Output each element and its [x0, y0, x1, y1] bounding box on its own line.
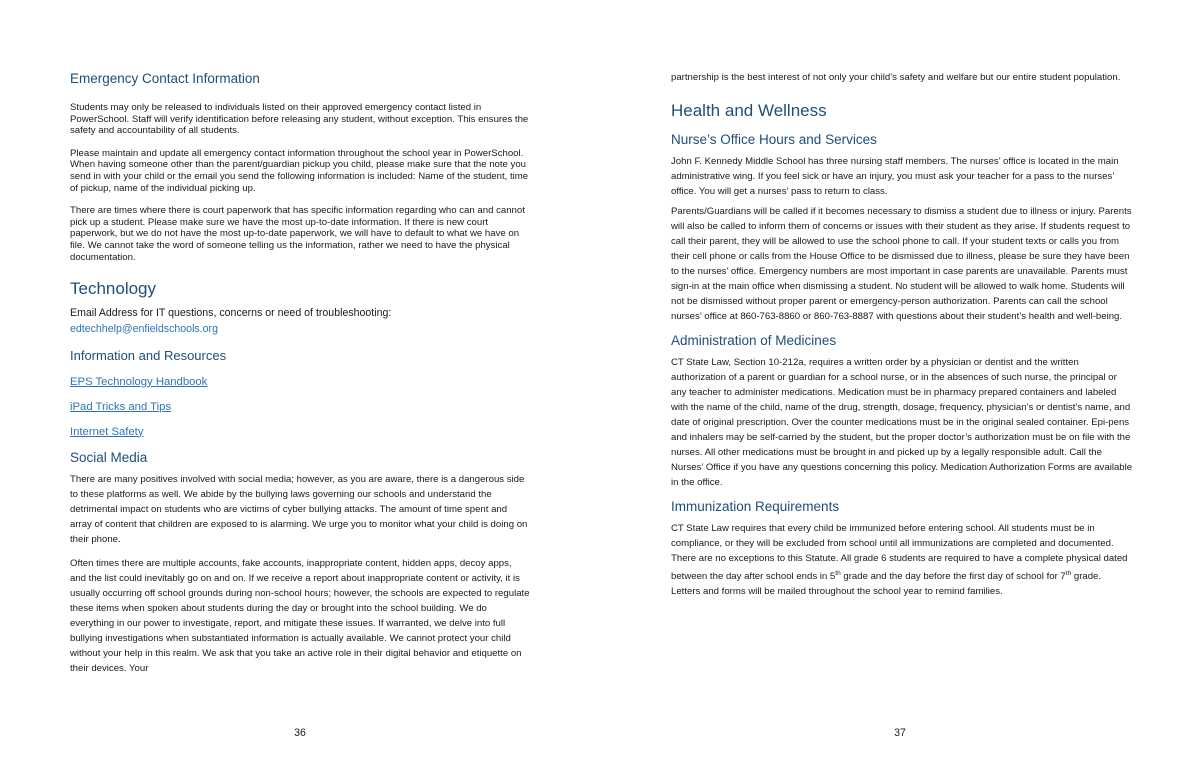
ipad-tricks-link[interactable]: iPad Tricks and Tips	[70, 400, 172, 413]
medicines-paragraph: CT State Law, Section 10-212a, requires a written order by a physician or dentist and the written authorization of a parent or guardian for a school nurse, or in the absences of such nurse, the principal or any teacher to administer medications. Medication must be in pharmacy prepared containers and labeled with the name of the child, name of the drug, strength, dosage, frequency, physician’s or dentist’s name, and date of original prescription. Over the counter medications must be in the original sealed container. Epi-pens and inhalers may be self-carried by the student, but the proper doctor’s authorization must be on file with the nurses. All other medications must be brought in and picked up by a legally responsible adult. Call the Nurses’ Office if you have any questions concerning this policy. Medication Authorization Forms are available in the office.	[671, 357, 1133, 488]
social-paragraph-1: There are many positives involved with social media; however, as you are aware, there is a dangerous side to these platforms as well. We abide by the bullying laws governing our schools and understand the detrimental impact on students who are victims of cyber bullying attacks. The amount of time spent and array of content that children are exposed to is alarming. We urge you to monitor what your child is doing on their phone.	[70, 473, 528, 545]
right-column	[671, 70, 1133, 599]
immunization-text-b: grade and the day before the first day of school for 7	[840, 571, 1066, 583]
page-number: 37	[894, 727, 906, 739]
medicines-heading: Administration of Medicines	[671, 333, 837, 348]
nurse-paragraph-1: John F. Kennedy Middle School has three nursing staff members. The nurses’ office is located in the main administrative wing. If you feel sick or have an injury, you must ask your teacher for a pass to the nurses’ office. You will get a nurses’ pass to return to class.	[671, 156, 1119, 197]
emergency-contact-heading: Emergency Contact Information	[70, 71, 260, 86]
health-wellness-heading: Health and Wellness	[671, 101, 827, 120]
continuation-text: partnership is the best interest of not only your child’s safety and welfare but our entire student population.	[671, 72, 1121, 83]
internet-safety-link[interactable]: Internet Safety	[70, 425, 144, 438]
page-37	[600, 0, 1200, 776]
immunization-heading: Immunization Requirements	[671, 499, 840, 514]
superscript-th-2: th	[1065, 570, 1072, 577]
technology-heading: Technology	[70, 279, 157, 299]
social-paragraph-2: Often times there are multiple accounts, fake accounts, inappropriate content, hidden apps, decoy apps, and the list could inevitably go on and on. If we receive a report about inappropriate content or activity, it is usually occurring off school grounds during non-school hours; however, the schools are expected to regulate these items when spoken about students during the day or brought into the school building. We do everything in our power to investigate, report, and mitigate these issues. If warranted, we delve into full bullying investigations when substantiated information is actually available. We cannot protect your child without your help in this realm. We ask that you take an active role in their digital behavior and etiquette on their devices. Your	[70, 557, 530, 674]
nurse-paragraph-2: Parents/Guardians will be called if it becomes necessary to dismiss a student due to illness or injury. Parents will also be called to inform them of concerns or issues with their student as they arise. If students request to call their parent, they will be allowed to use the school phone to call. If your student texts or calls you from their cell phone or calls from the House Office to be dismissed due to illness, please be sure they have been to the nurses’ office. Emergency numbers are most important in case parents are unavailable. Parents must sign-in at the main office when dismissing a student. No student will be allowed to walk home. Students will not be dismissed without proper parent or emergency-person authorization. Parents can call the school nurses’ office at 860-763-8860 or 860-763-8887 with questions about their student’s health and well-being.	[671, 206, 1132, 322]
technology-intro: Email Address for IT questions, concerns or need of troubleshooting:	[70, 307, 392, 320]
it-email-link[interactable]: edtechhelp@enfieldschools.org	[70, 322, 218, 335]
eps-technology-handbook-link[interactable]: EPS Technology Handbook	[70, 375, 208, 388]
emergency-paragraph-3: There are times where there is court paperwork that has specific information regarding who can and cannot pick up a student. Please make sure we have the most up-to-date information. If there is new court paperwork, but we do not have the most up-to-date paperwork, we will have to default to what we have on file. We cannot take the word of someone telling us the information, rather we need to have the physical documentation.	[70, 205, 525, 263]
emergency-paragraph-1: Students may only be released to individuals listed on their approved emergency contact listed in PowerSchool. Staff will verify identification before releasing any student, without exception. This ensures the safety and accountability of all students.	[70, 102, 529, 137]
immunization-paragraph	[671, 521, 1133, 599]
emergency-paragraph-2: Please maintain and update all emergency contact information throughout the school year in PowerSchool. When having someone other than the parent/guardian pickup you child, please make sure that the note you send in with your child or the email you send the following information is included: Name of the student, time of pickup, name of the individual picking up.	[70, 147, 529, 194]
resources-heading: Information and Resources	[70, 347, 227, 363]
immunization-text-c: grade. Letters and forms will be mailed throughout the school year to remind families.	[671, 571, 1102, 598]
social-media-heading: Social Media	[70, 449, 148, 465]
nurse-office-heading: Nurse’s Office Hours and Services	[671, 132, 877, 147]
superscript-th-1: th	[835, 570, 841, 577]
left-column	[70, 70, 530, 676]
immunization-text-a: CT State Law requires that every child be immunized before entering school. All students must be in compliance, or they will be excluded from school until all immunizations are completed and documented. There are no exceptions to this Statute. All grade 6 students are required to have a complete physical dated between the day after school ends in 5	[671, 523, 1128, 583]
page-number: 36	[294, 727, 306, 739]
